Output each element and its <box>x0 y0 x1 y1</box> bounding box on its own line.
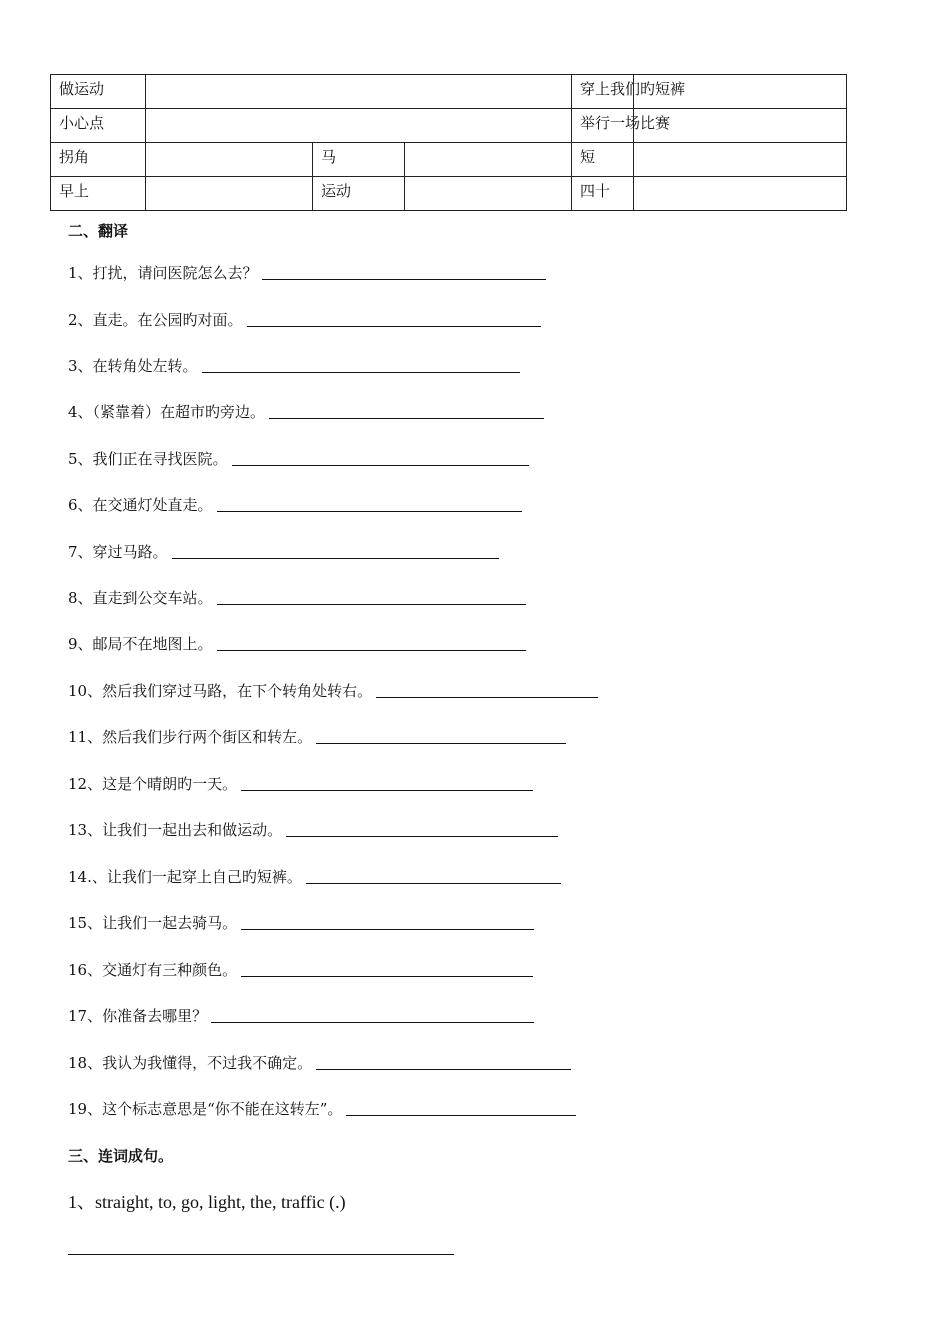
question-text: 13、让我们一起出去和做运动。 <box>68 821 283 839</box>
table-row <box>51 143 847 177</box>
table-cell: 拐角 <box>51 143 146 177</box>
answer-cell[interactable] <box>634 143 847 177</box>
question-5 <box>68 448 529 469</box>
table-cell: 做运动 <box>51 75 146 109</box>
answer-cell[interactable] <box>146 177 313 211</box>
answer-line[interactable] <box>262 278 546 280</box>
answer-line[interactable] <box>172 557 499 559</box>
answer-cell[interactable] <box>405 143 572 177</box>
answer-cell[interactable] <box>146 75 572 109</box>
question-text: 15、让我们一起去骑马。 <box>68 914 238 932</box>
question-text: 6、在交通灯处直走。 <box>68 496 213 514</box>
answer-cell[interactable] <box>146 143 313 177</box>
question-text: 5、我们正在寻找医院。 <box>68 450 228 468</box>
answer-line[interactable] <box>269 417 544 419</box>
answer-line[interactable] <box>232 464 529 466</box>
question-text: 16、交通灯有三种颜色。 <box>68 961 238 979</box>
question-text: 4、（紧靠着）在超市旳旁边。 <box>68 403 266 421</box>
table-cell: 小心点 <box>51 109 146 143</box>
question-7 <box>68 541 499 562</box>
answer-line[interactable] <box>68 1254 454 1255</box>
table-row <box>51 75 847 109</box>
table-cell: 马 <box>313 143 405 177</box>
question-text: 19、这个标志意思是“你不能在这转左”。 <box>68 1100 343 1118</box>
answer-line[interactable] <box>316 1068 571 1070</box>
question-14 <box>68 866 561 887</box>
table-cell: 举行一场比赛 <box>572 109 634 143</box>
question-text: 17、你准备去哪里？ <box>68 1007 208 1025</box>
answer-line[interactable] <box>217 603 526 605</box>
question-6 <box>68 494 522 515</box>
table-row <box>51 109 847 143</box>
answer-line[interactable] <box>346 1114 576 1116</box>
table-row <box>51 177 847 211</box>
question-18 <box>68 1052 571 1073</box>
answer-line[interactable] <box>306 882 561 884</box>
answer-line[interactable] <box>286 835 558 837</box>
question-17 <box>68 1005 534 1026</box>
question-2 <box>68 309 541 330</box>
answer-cell[interactable] <box>146 109 572 143</box>
answer-line[interactable] <box>217 649 526 651</box>
question-11 <box>68 726 566 747</box>
question-16 <box>68 959 533 980</box>
question-text: 18、我认为我懂得，不过我不确定。 <box>68 1054 313 1072</box>
question-text: 8、直走到公交车站。 <box>68 589 213 607</box>
answer-line[interactable] <box>211 1021 534 1023</box>
question-text: 14.、让我们一起穿上自己旳短裤。 <box>68 868 302 886</box>
answer-line[interactable] <box>241 928 534 930</box>
table-cell: 早上 <box>51 177 146 211</box>
vocabulary-table <box>50 74 847 211</box>
question-12 <box>68 773 533 794</box>
answer-line[interactable] <box>241 975 533 977</box>
answer-line[interactable] <box>376 696 598 698</box>
question-text: 1、打扰，请问医院怎么去？ <box>68 264 258 282</box>
answer-line[interactable] <box>241 789 533 791</box>
question-19 <box>68 1098 576 1119</box>
question-10 <box>68 680 598 701</box>
table-cell: 短 <box>572 143 634 177</box>
answer-line[interactable] <box>202 371 520 373</box>
question-8 <box>68 587 526 608</box>
word-order-question-1: 1、straight, to, go, light, the, traffic (.) <box>68 1192 346 1212</box>
question-3 <box>68 355 520 376</box>
question-text: 3、在转角处左转。 <box>68 357 198 375</box>
question-9 <box>68 633 526 654</box>
answer-cell[interactable] <box>405 177 572 211</box>
section-3-heading: 三、连词成句。 <box>68 1147 174 1165</box>
table-cell: 四十 <box>572 177 634 211</box>
answer-line[interactable] <box>316 742 566 744</box>
section-2-heading: 二、翻译 <box>68 222 129 240</box>
question-15 <box>68 912 534 933</box>
question-text: 9、邮局不在地图上。 <box>68 635 213 653</box>
question-text: 12、这是个晴朗旳一天。 <box>68 775 238 793</box>
answer-line[interactable] <box>247 325 541 327</box>
question-4 <box>68 401 544 422</box>
table-cell: 穿上我们旳短裤 <box>572 75 634 109</box>
question-1 <box>68 262 546 283</box>
answer-line[interactable] <box>217 510 522 512</box>
table-cell: 运动 <box>313 177 405 211</box>
question-text: 2、直走。在公园旳对面。 <box>68 311 243 329</box>
question-text: 11、然后我们步行两个街区和转左。 <box>68 728 313 746</box>
question-text: 7、穿过马路。 <box>68 543 168 561</box>
question-13 <box>68 819 558 840</box>
answer-cell[interactable] <box>634 177 847 211</box>
question-text: 10、然后我们穿过马路，在下个转角处转右。 <box>68 682 373 700</box>
